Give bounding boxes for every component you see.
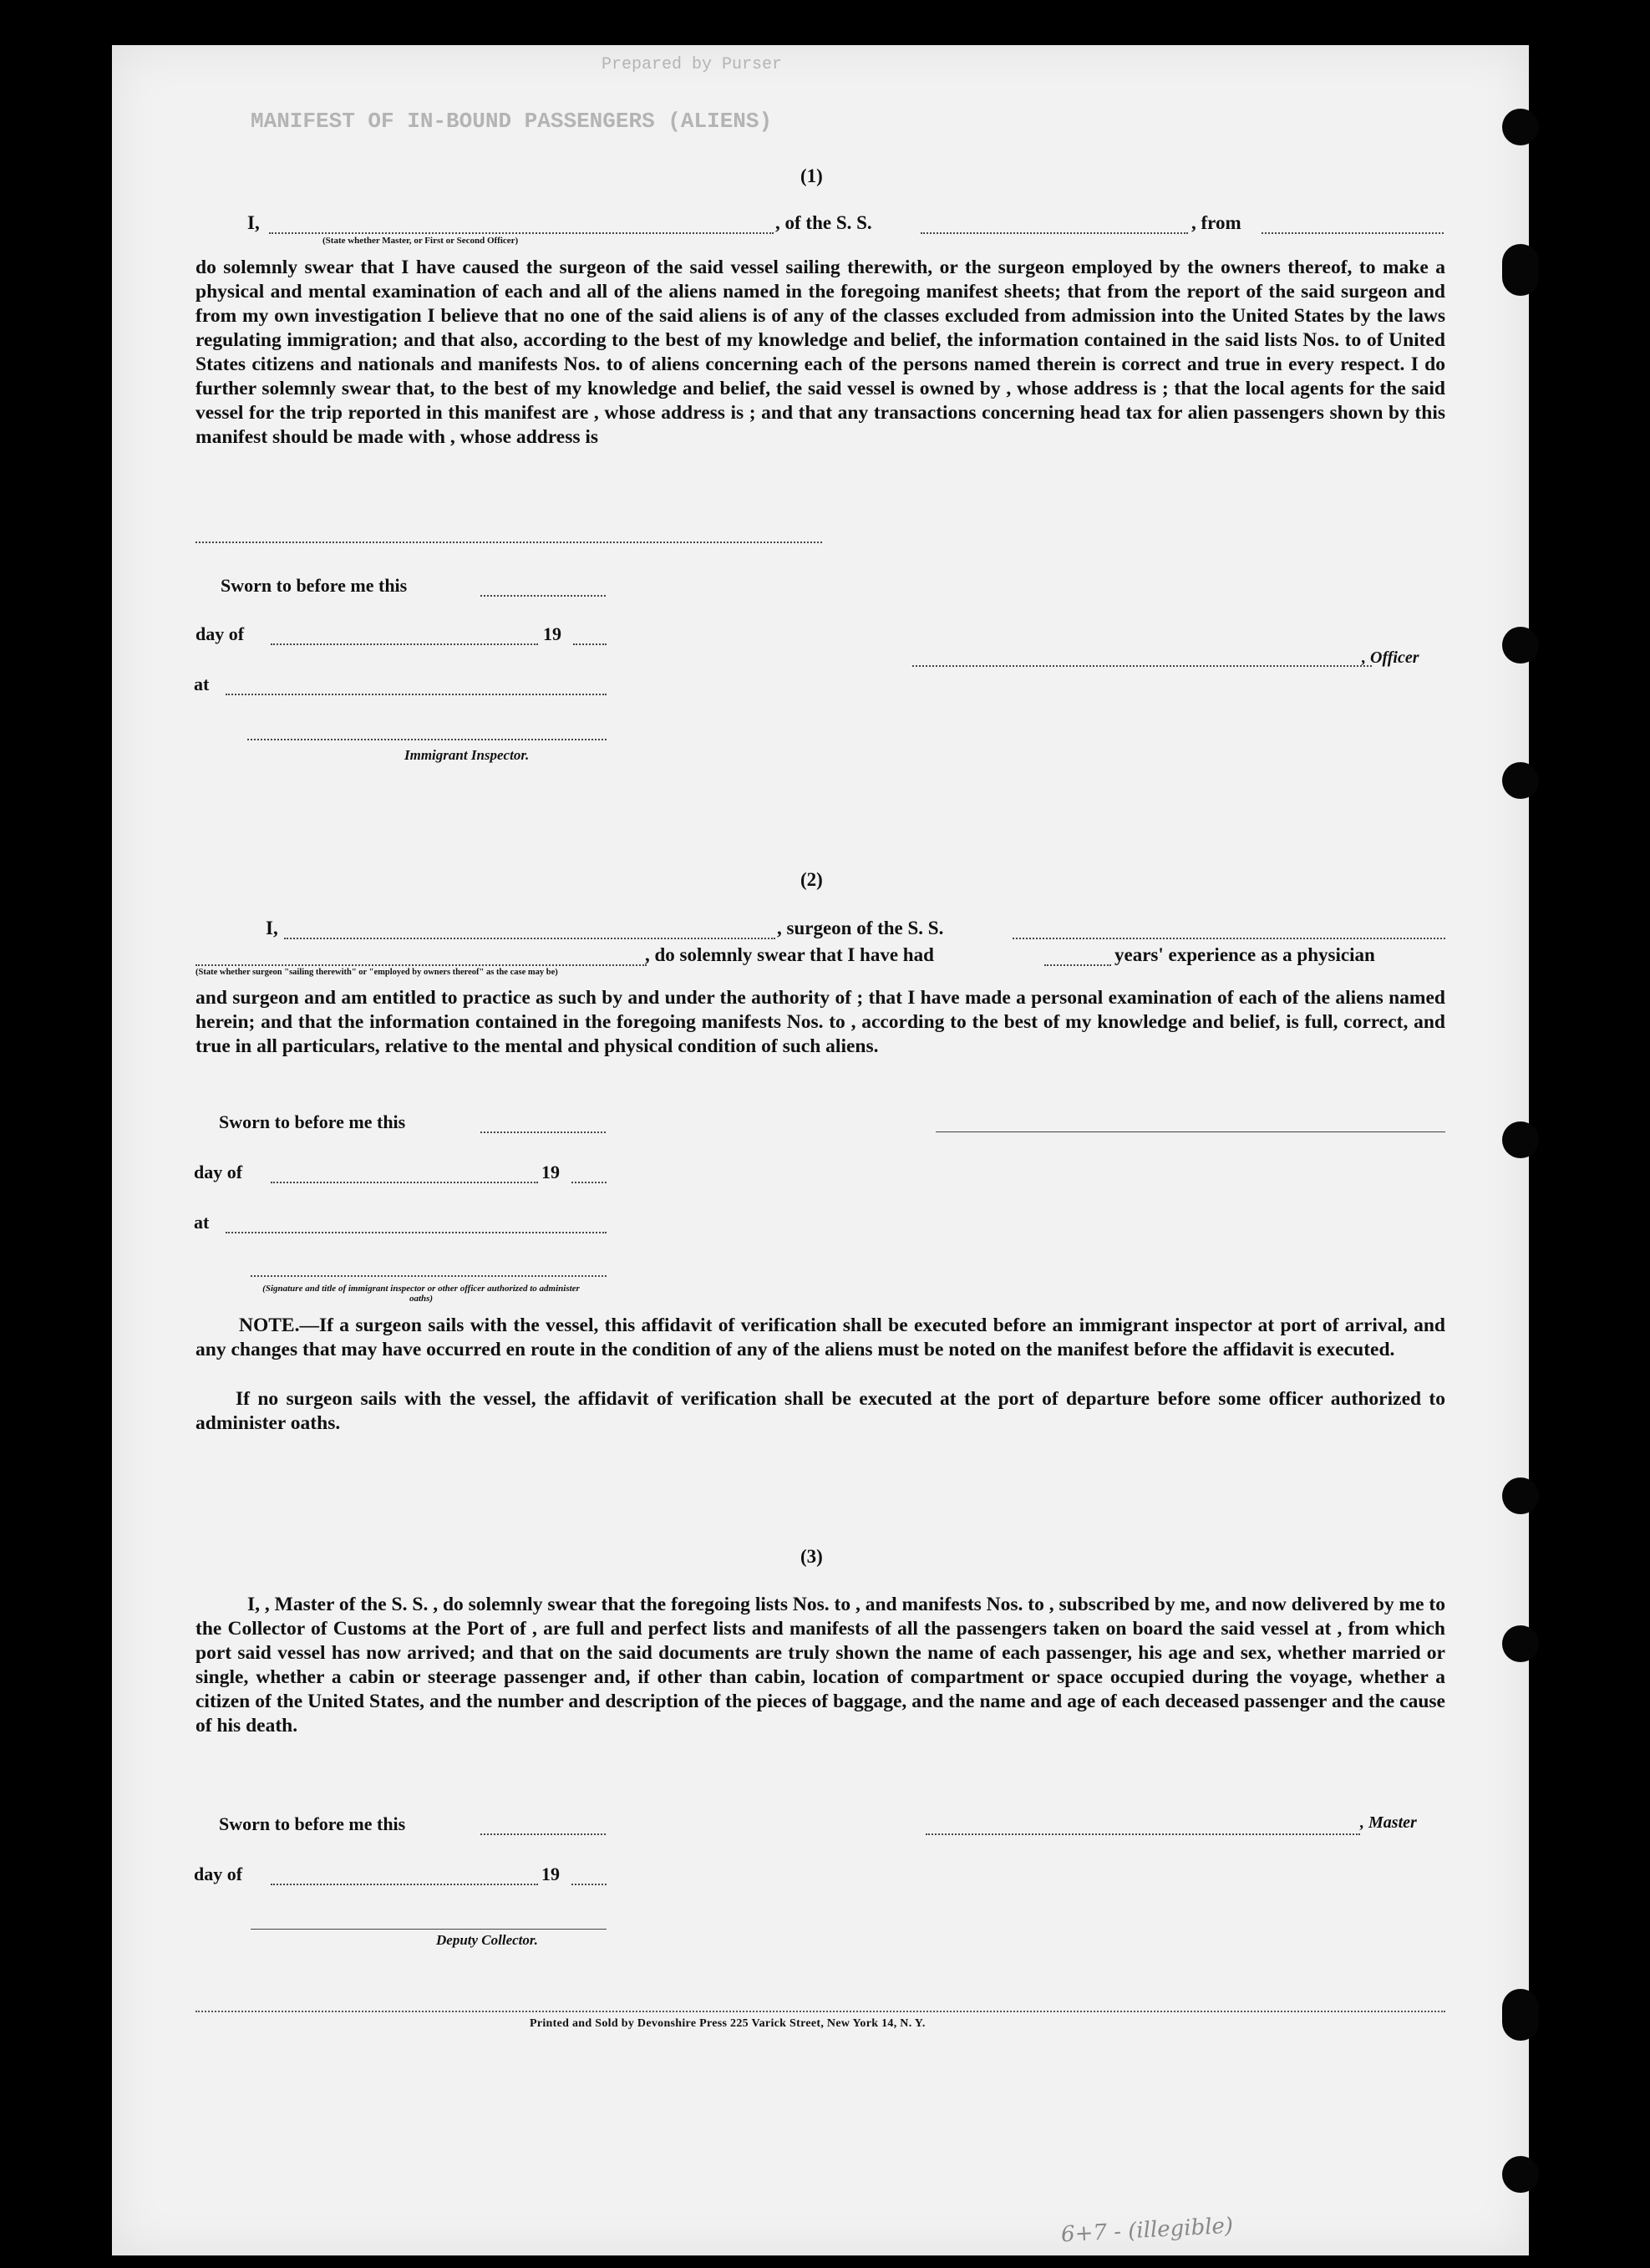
section3-year-field[interactable] bbox=[571, 1884, 607, 1885]
signature-caption: (Signature and title of immigrant inspector or other officer authorized to administer oaths) bbox=[262, 1284, 580, 1304]
section2-i-label: I, bbox=[266, 918, 278, 938]
section1-dayof-label: day of bbox=[195, 623, 245, 644]
deputy-signature-line[interactable] bbox=[251, 1929, 607, 1930]
punch-hole bbox=[1502, 2156, 1539, 2193]
punch-hole bbox=[1502, 1477, 1539, 1514]
officer-label: , Officer bbox=[1362, 648, 1419, 667]
punch-hole bbox=[1502, 627, 1539, 664]
section2-sworn-day-field[interactable] bbox=[480, 1131, 606, 1133]
master-caption: (State whether Master, or First or Second Officer) bbox=[322, 236, 519, 246]
section1-i-label: I, bbox=[247, 212, 260, 233]
section2-right-signature-line[interactable] bbox=[936, 1131, 1445, 1132]
deputy-label: Deputy Collector. bbox=[436, 1932, 538, 1948]
from-port-field[interactable] bbox=[1262, 232, 1444, 234]
punch-hole bbox=[1502, 1625, 1539, 1662]
section2-swear-label: , do solemnly swear that I have had bbox=[645, 944, 934, 965]
section2-place-field[interactable] bbox=[226, 1232, 607, 1233]
punch-hole bbox=[1502, 244, 1539, 296]
section2-year-field[interactable] bbox=[571, 1182, 607, 1183]
sworn-year-field[interactable] bbox=[573, 643, 607, 645]
section3-number: (3) bbox=[800, 1546, 823, 1567]
punch-hole bbox=[1502, 762, 1539, 799]
section3-sworn-label: Sworn to before me this bbox=[219, 1813, 406, 1834]
footer-rule bbox=[195, 2011, 1445, 2012]
officer-signature-field[interactable] bbox=[912, 665, 1372, 667]
bleedthrough-title: MANIFEST OF IN-BOUND PASSENGERS (ALIENS) bbox=[251, 109, 773, 134]
note-text: —If a surgeon sails with the vessel, this affidavit of verification shall be executed before an immigrant inspector at port of arrival, and any changes that may have occurred en route in the condition of any of the aliens must be noted on the manifest before the affidavit is executed. bbox=[195, 1315, 1445, 1360]
section2-sworn-label: Sworn to before me this bbox=[219, 1111, 406, 1132]
section3-dayof-label: day of bbox=[194, 1864, 243, 1884]
section2-years-label: years' experience as a physician bbox=[1114, 944, 1375, 965]
section2-affidavit-text: and surgeon and am entitled to practice as such by and under the authority of ; that I have made a personal examination of each of the aliens named herein; and that the information contained in the foregoing manifests Nos. to , according to the best of my knowledge and belief, is full, correct, and true in all particulars, relative to the mental and physical condition of such aliens. bbox=[195, 987, 1445, 1057]
section2-dayof-label: day of bbox=[194, 1162, 243, 1182]
section2-surgeon-label: , surgeon of the S. S. bbox=[777, 918, 944, 938]
section3-sworn-day-field[interactable] bbox=[480, 1833, 606, 1835]
vessel-name-field[interactable] bbox=[921, 232, 1188, 234]
punch-hole bbox=[1502, 1121, 1539, 1158]
section3-year-label: 19 bbox=[541, 1864, 560, 1884]
master-label: , Master bbox=[1360, 1813, 1417, 1832]
bleedthrough-header: Prepared by Purser bbox=[602, 55, 783, 74]
punch-hole bbox=[1502, 109, 1539, 145]
section1-at-label: at bbox=[194, 674, 210, 694]
section2-year-label: 19 bbox=[541, 1162, 560, 1182]
note-paragraph bbox=[195, 1314, 1445, 1362]
section1-ss-label: , of the S. S. bbox=[775, 212, 872, 233]
surgeon-vessel-field[interactable] bbox=[1013, 938, 1445, 939]
years-experience-field[interactable] bbox=[1044, 964, 1111, 966]
section1-from-label: , from bbox=[1191, 212, 1241, 233]
note-label: NOTE. bbox=[239, 1315, 300, 1336]
section1-year-label: 19 bbox=[543, 623, 561, 644]
section3-affidavit-text: I, , Master of the S. S. , do solemnly swear that the foregoing lists Nos. to , and manifests Nos. to , subscribed by me, and now delivered by me to the Collector of Customs at the Port of , are full and perfect lists and manifests of all the passengers taken on board the said vessel at , from which port said vessel has now arrived; and that on the said documents are truly shown the name of each passenger, his age and sex, whether married or single, whether a cabin or steerage passenger and, if other than cabin, location of compartment or space occupied during the voyage, whether a citizen of the United States, and the number and description of the pieces of baggage, and the name and age of each deceased passenger and the cause of his death. bbox=[195, 1594, 1445, 1737]
surgeon-caption: (State whether surgeon "sailing therewith" or "employed by owners thereof" as the case may be) bbox=[195, 968, 558, 977]
sworn-place-field[interactable] bbox=[226, 694, 607, 695]
section1-affidavit-text: do solemnly swear that I have caused the surgeon of the said vessel sailing therewith, or the surgeon employed by the owners thereof, to make a physical and mental examination of each and all of the aliens named in the foregoing manifest sheets; that from the report of the said surgeon and from my own investigation I believe that no one of the said aliens is of any of the classes excluded from admission into the United States by the laws regulating immigration; and that also, according to the best of my knowledge and belief, the information contained in the said lists Nos. to of United States citizens and nationals and manifests Nos. to of aliens concerning each of the persons named therein is correct and true in every respect. I do further solemnly swear that, to the best of my knowledge and belief, the said vessel is owned by , whose address is ; that the local agents for the said vessel for the trip reported in this manifest are , whose address is ; and that any transactions concerning head tax for alien passengers shown by this manifest should be made with , whose address is bbox=[195, 257, 1445, 448]
inspector-label: Immigrant Inspector. bbox=[404, 747, 530, 763]
surgeon-status-field[interactable] bbox=[195, 964, 647, 966]
section2-at-label: at bbox=[194, 1212, 210, 1233]
address-continuation-field[interactable] bbox=[195, 542, 822, 543]
note-paragraph-2: If no surgeon sails with the vessel, the affidavit of verification shall be executed at the port of departure before some officer authorized to administer oaths. bbox=[195, 1388, 1445, 1434]
inspector-signature-field[interactable] bbox=[247, 739, 607, 740]
section1-sworn-label: Sworn to before me this bbox=[221, 575, 408, 596]
section1-number: (1) bbox=[800, 165, 823, 186]
punch-hole bbox=[1502, 1989, 1539, 2041]
sworn-day-field[interactable] bbox=[480, 595, 606, 597]
section2-signature-field[interactable] bbox=[251, 1275, 607, 1277]
pencil-annotation: 6+7 - (illegible) bbox=[1060, 2213, 1234, 2248]
surgeon-name-field[interactable] bbox=[284, 938, 775, 939]
section3-month-field[interactable] bbox=[271, 1884, 538, 1885]
printer-imprint: Printed and Sold by Devonshire Press 225 Varick Street, New York 14, N. Y. bbox=[530, 2017, 926, 2030]
section2-month-field[interactable] bbox=[271, 1182, 538, 1183]
section2-number: (2) bbox=[800, 869, 823, 890]
master-signature-field[interactable] bbox=[926, 1833, 1360, 1835]
master-name-field[interactable] bbox=[269, 232, 774, 234]
sworn-month-field[interactable] bbox=[271, 643, 538, 645]
